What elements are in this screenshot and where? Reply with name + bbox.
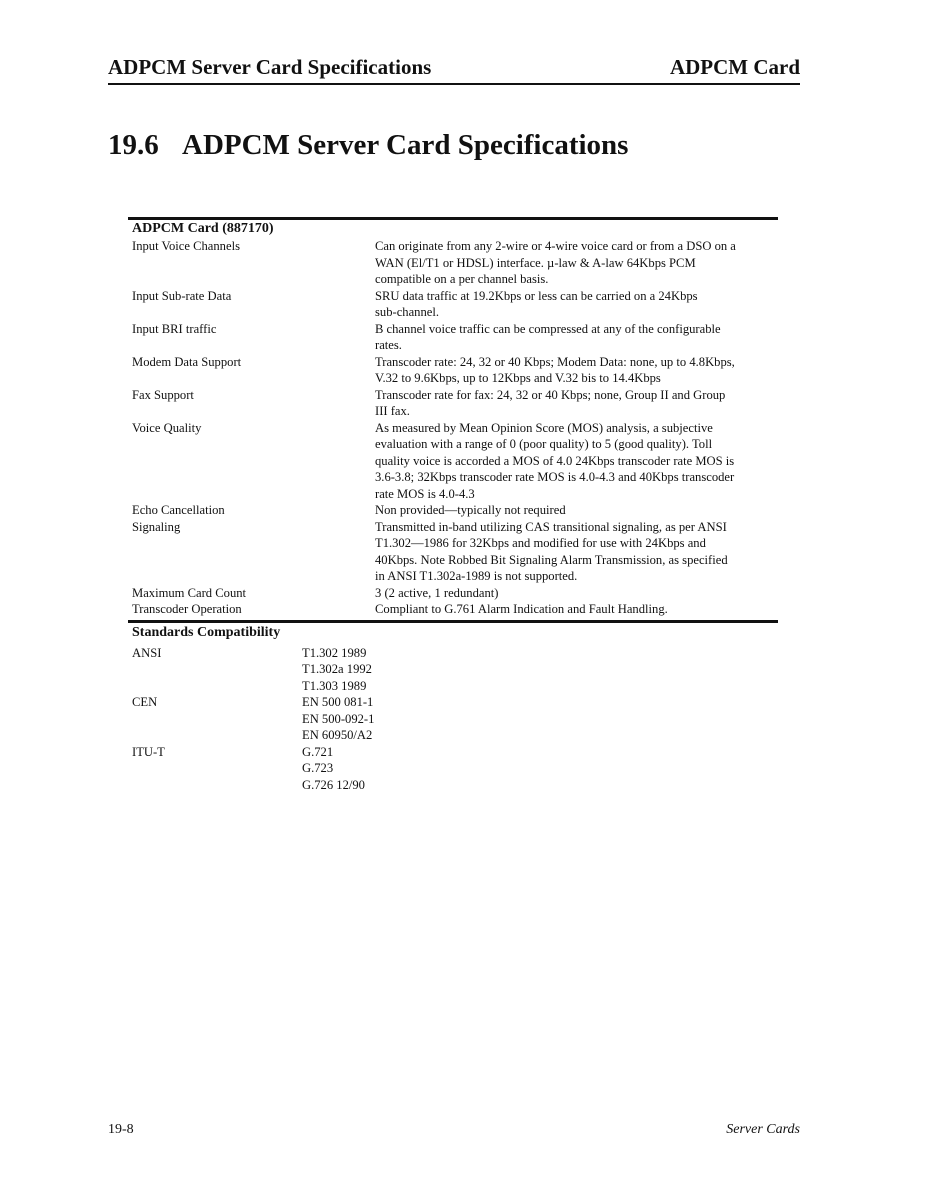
standards-items <box>302 744 365 794</box>
standards-list <box>128 645 778 794</box>
section-title: ADPCM Server Card Specifications <box>182 129 629 161</box>
spec-row <box>128 585 778 602</box>
chapter-name: Server Cards <box>726 1122 800 1137</box>
spec-label: Echo Cancellation <box>132 503 225 517</box>
spec-value-line: compatible on a per channel basis. <box>375 272 549 286</box>
spec-row <box>128 288 778 321</box>
spec-value-line: sub-channel. <box>375 305 439 319</box>
spec-value <box>375 321 765 354</box>
spec-row <box>128 321 778 354</box>
standard-item: T1.303 1989 <box>302 678 367 693</box>
standard-item: EN 500 081-1 <box>302 695 374 709</box>
standards-group <box>128 694 778 744</box>
spec-value-line: SRU data traffic at 19.2Kbps or less can be carried on a 24Kbps <box>375 288 698 303</box>
header-right-title: ADPCM Card <box>669 55 800 79</box>
spec-label: Input BRI traffic <box>132 321 217 336</box>
page-number: 19-8 <box>108 1122 134 1137</box>
spec-value <box>375 288 765 321</box>
standards-org: ITU-T <box>132 744 165 759</box>
spec-value-line: Transmitted in-band utilizing CAS transitional signaling, as per ANSI <box>375 519 727 534</box>
spec-value-line: rate MOS is 4.0-4.3 <box>375 486 475 501</box>
spec-rows <box>128 238 778 618</box>
spec-label: Voice Quality <box>132 420 202 435</box>
spec-table <box>128 217 778 793</box>
spec-value-line: Transcoder rate for fax: 24, 32 or 40 Kbps; none, Group II and Group <box>375 387 726 402</box>
spec-row <box>128 601 778 618</box>
spec-label: Fax Support <box>132 387 194 402</box>
spec-value-line: 3.6-3.8; 32Kbps transcoder rate MOS is 4.0-4.3 and 40Kbps transcoder <box>375 470 735 484</box>
spec-value-line: Non provided—typically not required <box>375 503 566 517</box>
spec-value-line: Transcoder rate: 24, 32 or 40 Kbps; Modem Data: none, up to 4.8Kbps, <box>375 354 735 369</box>
standards-org: ANSI <box>132 645 162 660</box>
standards-title: Standards Compatibility <box>132 624 281 640</box>
spec-row <box>128 519 778 585</box>
spec-value <box>375 585 765 602</box>
running-header <box>108 54 800 85</box>
standard-item: G.723 <box>302 761 334 775</box>
spec-value <box>375 387 765 420</box>
standard-item: T1.302 1989 <box>302 645 367 660</box>
spec-label: Maximum Card Count <box>132 585 247 600</box>
standard-item: T1.302a 1992 <box>302 662 372 676</box>
spec-row <box>128 354 778 387</box>
spec-row <box>128 420 778 503</box>
header-left-title: ADPCM Server Card Specifications <box>108 55 432 79</box>
spec-value <box>375 519 765 585</box>
spec-label: Input Sub-rate Data <box>132 288 232 303</box>
spec-value <box>375 420 765 503</box>
spec-label: Modem Data Support <box>132 354 242 369</box>
spec-value-line: 40Kbps. Note Robbed Bit Signaling Alarm Transmission, as specified <box>375 552 728 567</box>
spec-value <box>375 354 765 387</box>
spec-value-line: V.32 to 9.6Kbps, up to 12Kbps and V.32 bis to 14.4Kbps <box>375 371 661 385</box>
spec-value <box>375 502 765 519</box>
standards-group <box>128 645 778 695</box>
standards-group <box>128 744 778 794</box>
spec-value <box>375 238 765 288</box>
spec-value-line: T1.302—1986 for 32Kbps and modified for use with 24Kbps and <box>375 536 706 550</box>
spec-value-line: evaluation with a range of 0 (poor quality) to 5 (good quality). Toll <box>375 437 713 451</box>
spec-table-title: ADPCM Card (887170) <box>132 221 274 236</box>
spec-row <box>128 238 778 288</box>
spec-value-line: quality voice is accorded a MOS of 4.0 24Kbps transcoder rate MOS is <box>375 453 735 468</box>
spec-value-line: 3 (2 active, 1 redundant) <box>375 585 499 600</box>
spec-value-line: Can originate from any 2-wire or 4-wire voice card or from a DSO on a <box>375 239 736 253</box>
spec-row <box>128 387 778 420</box>
standard-item: G.726 12/90 <box>302 777 365 792</box>
spec-value-line: B channel voice traffic can be compressed at any of the configurable <box>375 321 721 336</box>
spec-value-line: rates. <box>375 338 402 352</box>
spec-value-line: WAN (El/T1 or HDSL) interface. µ-law & A-law 64Kbps PCM <box>375 255 696 270</box>
standards-items <box>302 645 372 695</box>
table-bottom-rule <box>128 620 778 623</box>
standards-items <box>302 694 374 744</box>
spec-value-line: As measured by Mean Opinion Score (MOS) analysis, a subjective <box>375 420 713 435</box>
standard-item: EN 500-092-1 <box>302 711 375 726</box>
spec-label: Input Voice Channels <box>132 239 240 253</box>
standard-item: G.721 <box>302 744 334 759</box>
spec-label: Transcoder Operation <box>132 602 242 616</box>
standards-org: CEN <box>132 695 158 709</box>
spec-value <box>375 601 765 618</box>
section-number: 19.6 <box>108 129 159 161</box>
spec-value-line: III fax. <box>375 404 410 418</box>
section-heading <box>108 126 628 164</box>
standard-item: EN 60950/A2 <box>302 728 373 742</box>
spec-label: Signaling <box>132 519 181 534</box>
spec-row <box>128 502 778 519</box>
spec-value-line: Compliant to G.761 Alarm Indication and Fault Handling. <box>375 602 668 616</box>
page-footer <box>108 1121 800 1139</box>
spec-value-line: in ANSI T1.302a-1989 is not supported. <box>375 569 578 583</box>
